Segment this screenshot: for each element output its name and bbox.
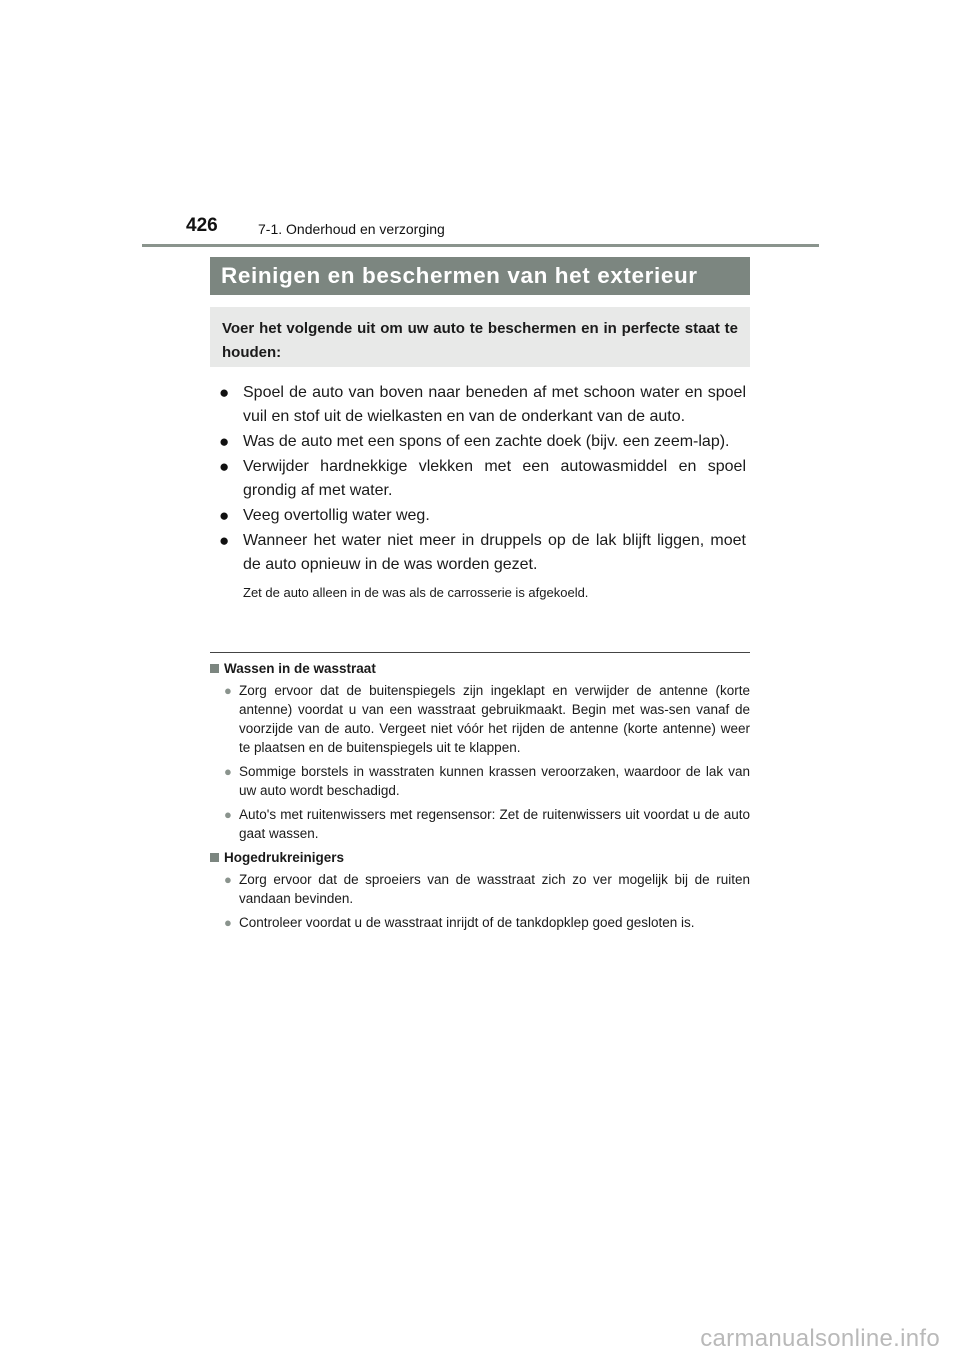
intro-box: Voer het volgende uit om uw auto te beschermen en in perfecte staat te houden: xyxy=(210,307,750,367)
bullet-dot-icon: ● xyxy=(219,432,230,451)
bullet-item xyxy=(219,430,746,454)
bullet-item xyxy=(219,504,746,528)
bullet-text: Was de auto met een spons of een zachte doek (bijv. een zeem-lap). xyxy=(243,433,730,450)
bullet-list xyxy=(219,381,746,602)
note-text: Auto's met ruitenwissers met regensensor: Zet de ruitenwissers uit voordat u de auto gaat wassen. xyxy=(239,807,750,841)
note-item xyxy=(210,762,750,800)
bullet-dot-icon: ● xyxy=(219,383,230,402)
notes-heading-pressure-washers: Hogedrukreinigers xyxy=(210,848,750,867)
section-title: Reinigen en beschermen van het exterieur xyxy=(210,257,750,295)
note-item xyxy=(210,681,750,757)
notes-divider xyxy=(210,652,750,653)
page-header xyxy=(0,0,960,250)
bullet-dot-icon: ● xyxy=(224,807,232,822)
bullet-item xyxy=(219,455,746,503)
note-text: Sommige borstels in wasstraten kunnen krassen veroorzaken, waardoor de lak van uw auto wordt beschadigd. xyxy=(239,764,750,798)
bullet-text: Spoel de auto van boven naar beneden af met schoon water en spoel vuil en stof uit de wielkasten en van de onderkant van de auto. xyxy=(243,384,746,425)
bullet-text: Verwijder hardnekkige vlekken met een autowasmiddel en spoel grondig af met water. xyxy=(243,458,746,499)
square-marker-icon xyxy=(210,853,219,862)
notes-section xyxy=(210,659,750,937)
bullet-dot-icon: ● xyxy=(224,915,232,930)
note-text: Controleer voordat u de wasstraat inrijdt of de tankdopklep goed gesloten is. xyxy=(239,915,695,930)
bullet-dot-icon: ● xyxy=(219,457,230,476)
notes-heading-car-wash: Wassen in de wasstraat xyxy=(210,659,750,678)
bullet-text: Veeg overtollig water weg. xyxy=(243,507,430,524)
note-text: Zorg ervoor dat de buitenspiegels zijn ingeklapt en verwijder de antenne (korte antenne) voordat u van een wasstraat gebruikmaakt. Begin met was-sen vanaf de voorzijde van de auto. Vergeet niet vóór het rijden de antenne (korte antenne) weer te plaatsen en de buitenspiegels uit te klappen. xyxy=(239,683,750,755)
bullet-dot-icon: ● xyxy=(219,506,230,525)
note-item xyxy=(210,913,750,932)
bullet-item xyxy=(219,529,746,577)
note-item xyxy=(210,870,750,908)
bullet-dot-icon: ● xyxy=(224,872,232,887)
page-number: 426 xyxy=(186,215,218,236)
watermark: carmanualsonline.info xyxy=(700,1325,940,1352)
bullet-dot-icon: ● xyxy=(224,683,232,698)
bullet-note: Zet de auto alleen in de was als de carrosserie is afgekoeld. xyxy=(243,585,589,600)
bullet-dot-icon: ● xyxy=(224,764,232,779)
note-text: Zorg ervoor dat de sproeiers van de wasstraat zich zo ver mogelijk bij de ruiten vandaan bevinden. xyxy=(239,872,750,906)
header-divider xyxy=(142,244,819,247)
bullet-dot-icon: ● xyxy=(219,531,230,550)
bullet-item xyxy=(219,381,746,429)
chapter-title: 7-1. Onderhoud en verzorging xyxy=(258,221,445,237)
note-item xyxy=(210,805,750,843)
square-marker-icon xyxy=(210,664,219,673)
bullet-text: Wanneer het water niet meer in druppels op de lak blijft liggen, moet de auto opnieuw in de was worden gezet. xyxy=(243,532,746,573)
